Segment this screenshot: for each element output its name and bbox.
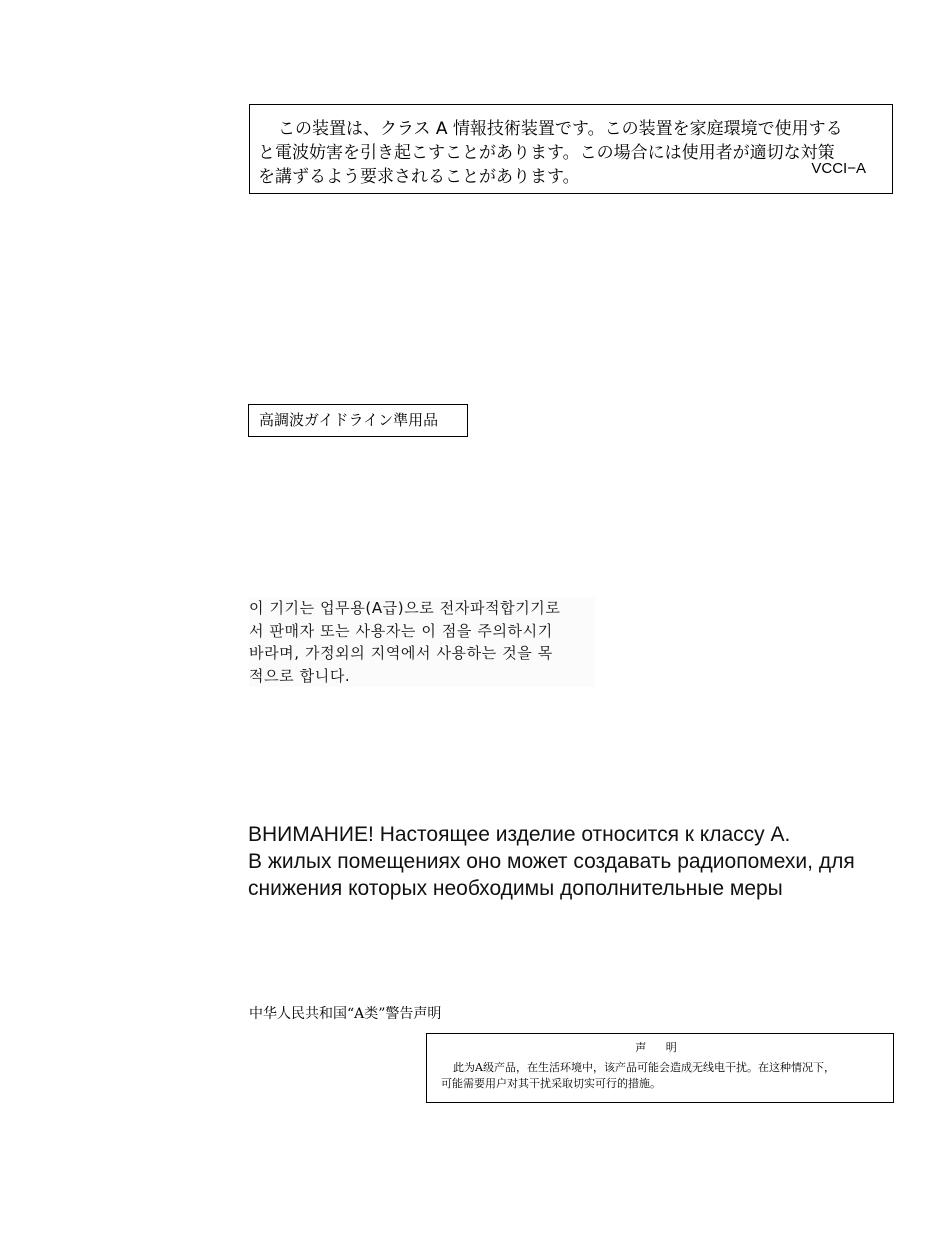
china-class-a-statement [426, 1033, 894, 1103]
korean-notice-line: 서 판매자 또는 사용자는 이 점을 주의하시기 [249, 621, 553, 640]
korean-class-a-notice [249, 597, 595, 687]
russian-notice-line: В жилых помещениях оно может создавать радиопомехи, для [248, 850, 855, 873]
korean-notice-line: 바라며, 가정외의 지역에서 사용하는 것을 목 [249, 644, 553, 662]
korean-notice-line: 적으로 합니다. [249, 666, 351, 685]
vcci-notice-line: を講ずるよう要求されることがあります。 [258, 167, 580, 187]
harmonics-guideline-label: 高調波ガイドライン準用品 [248, 404, 468, 437]
china-statement-line: 此为A级产品，在生活环境中，该产品可能会造成无线电干扰。在这种情况下， [453, 1061, 835, 1074]
russian-notice-line: снижения которых необходимы дополнительные меры [248, 877, 783, 900]
russian-class-a-notice [248, 821, 855, 902]
vcci-class-a-notice [249, 104, 893, 194]
vcci-notice-line: と電波妨害を引き起こすことがあります。この場合には使用者が適切な対策 [258, 143, 835, 163]
china-statement-heading: 声 明 [635, 1041, 685, 1054]
russian-notice-line: ВНИМАНИЕ! Настоящее изделие относится к классу А. [248, 823, 791, 846]
vcci-mark: VCCI−A [811, 160, 866, 177]
china-notice-title: 中华人民共和国“A类”警告声明 [249, 1006, 442, 1022]
korean-notice-line: 이 기기는 업무용(A급)으로 전자파적합기기로 [249, 599, 561, 617]
vcci-notice-line: この装置は、クラス A 情報技術装置です。この装置を家庭環境で使用する [278, 119, 843, 139]
china-statement-line: 可能需要用户对其干扰采取切实可行的措施。 [441, 1077, 661, 1090]
